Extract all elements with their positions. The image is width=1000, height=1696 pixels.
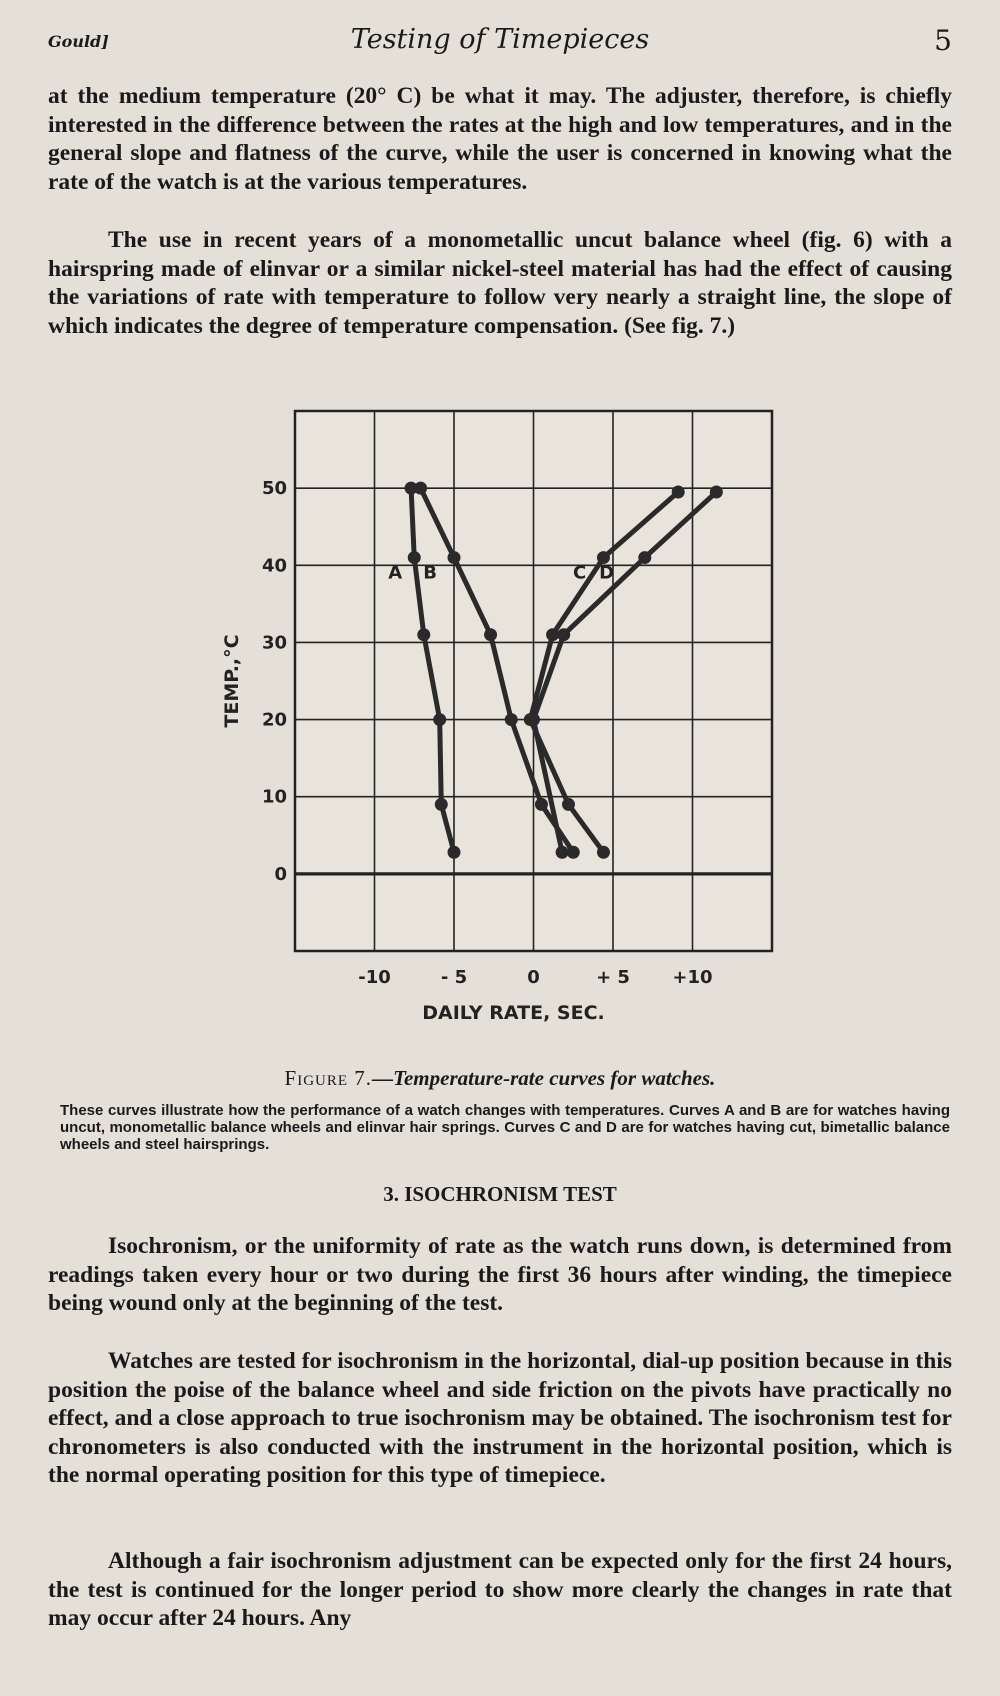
- paragraph-1: at the medium temperature (20° C) be what it may. The adjuster, therefore, is chiefly interested in the difference between the rates at the high and low temperatures, and in the general slope and flatness of the curve, while the user is concerned in knowing what the rate of the watch is at the various temperatures.: [48, 83, 952, 195]
- y-tick-label: 30: [261, 632, 287, 654]
- paragraph-5: Although a fair isochronism adjustment can be expected only for the first 24 hours, the test is continued for the longer period to show more clearly the changes in rate that may occur after 24 hours. Any: [48, 1548, 952, 1631]
- temperature-rate-chart: [200, 395, 800, 1055]
- x-tick-label: +10: [672, 967, 713, 988]
- series-label-d: D: [599, 562, 615, 584]
- page-number: 5: [934, 24, 952, 57]
- y-axis-label: TEMP.,°C: [221, 634, 243, 728]
- series-point-a: [435, 798, 448, 811]
- figure-title-text: —Temperature-rate curves for watches.: [372, 1066, 716, 1090]
- series-point-d: [527, 713, 540, 726]
- series-point-a: [408, 551, 421, 564]
- x-tick-label: - 5: [440, 967, 468, 988]
- series-point-d: [557, 628, 570, 641]
- series-point-b: [535, 798, 548, 811]
- series-point-a: [448, 846, 461, 859]
- series-label-a: A: [388, 562, 403, 584]
- x-tick-label: + 5: [596, 967, 630, 988]
- series-label-c: C: [573, 562, 587, 584]
- figure-caption: These curves illustrate how the performance of a watch changes with temperatures. Curves A and B are for watches having uncut, monometallic balance wheels and elinvar hair springs. Curves C and D are for watches having cut, bimetallic balance wheels and steel hairsprings.: [60, 1102, 950, 1153]
- section-heading: 3. ISOCHRONISM TEST: [383, 1182, 617, 1206]
- series-point-b: [448, 551, 461, 564]
- y-tick-label: 0: [274, 863, 287, 885]
- figure-title: [48, 1066, 952, 1091]
- series-point-b: [505, 713, 518, 726]
- running-header: [48, 24, 952, 64]
- series-point-a: [433, 713, 446, 726]
- y-tick-label: 10: [261, 786, 287, 808]
- y-tick-label: 40: [261, 555, 287, 577]
- x-tick-label: 0: [527, 967, 540, 988]
- series-point-a: [417, 628, 430, 641]
- series-label-b: B: [423, 562, 438, 584]
- series-point-d: [556, 846, 569, 859]
- series-point-d: [638, 551, 651, 564]
- x-axis-label: DAILY RATE, SEC.: [422, 1002, 605, 1024]
- series-point-c: [597, 846, 610, 859]
- series-point-b: [414, 482, 427, 495]
- y-tick-label: 50: [261, 478, 287, 500]
- series-point-c: [546, 628, 559, 641]
- paragraph-4: Watches are tested for isochronism in the horizontal, dial-up position because in this position the poise of the balance wheel and side friction on the pivots have practically no effect, and a close approach to true isochronism may be obtained. The isochronism test for chronometers is also conducted with the instrument in the horizontal position, which is the normal operating position for this type of timepiece.: [48, 1348, 952, 1488]
- series-point-d: [710, 486, 723, 499]
- series-point-b: [567, 846, 580, 859]
- series-point-c: [672, 486, 685, 499]
- paragraph-2: The use in recent years of a monometallic uncut balance wheel (fig. 6) with a hairspring made of elinvar or a similar nickel-steel material has had the effect of causing the variations of rate with temperature to follow very nearly a straight line, the slope of which indicates the degree of temperature compensation. (See fig. 7.): [48, 227, 952, 339]
- paragraph-3: Isochronism, or the uniformity of rate as the watch runs down, is determined from readings taken every hour or two during the first 36 hours after winding, the timepiece being wound only at the beginning of the test.: [48, 1233, 952, 1316]
- series-point-c: [562, 798, 575, 811]
- figure-number: Figure 7.: [284, 1066, 373, 1090]
- series-point-b: [484, 628, 497, 641]
- x-tick-label: -10: [358, 967, 391, 988]
- y-tick-label: 20: [261, 709, 287, 731]
- running-head-title: Testing of Timepieces: [350, 24, 650, 55]
- running-head-author: Gould]: [48, 32, 109, 51]
